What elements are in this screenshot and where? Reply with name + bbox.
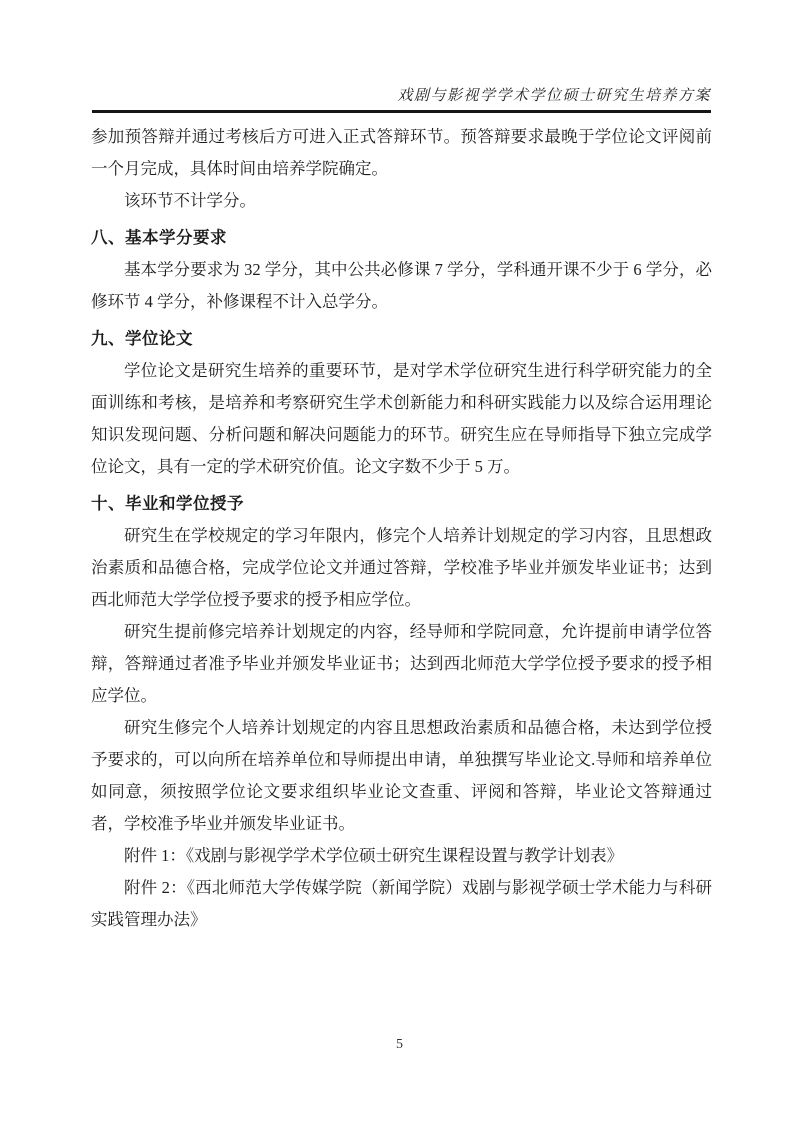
document-body bbox=[91, 121, 712, 936]
paragraph: 研究生修完个人培养计划规定的内容且思想政治素质和品德合格，未达到学位授予要求的，可以向所在培养单位和导师提出申请，单独撰写毕业论文.导师和培养单位如同意，须按照学位论文要求组织毕业论文查重、评阅和答辩，毕业论文答辩通过者，学校准予毕业并颁发毕业证书。 bbox=[91, 718, 712, 833]
page-header bbox=[92, 84, 711, 113]
attachment-reference-2: 附件 2：《西北师范大学传媒学院（新闻学院）戏剧与影视学硕士学术能力与科研实践管理办法》 bbox=[91, 878, 712, 929]
paragraph: 该环节不计学分。 bbox=[124, 191, 256, 210]
paragraph: 基本学分要求为 32 学分，其中公共必修课 7 学分，学科通开课不少于 6 学分，必修环节 4 学分，补修课程不计入总学分。 bbox=[91, 260, 712, 311]
paragraph: 研究生在学校规定的学习年限内，修完个人培养计划规定的学习内容，且思想政治素质和品德合格，完成学位论文并通过答辩，学校准予毕业并颁发毕业证书；达到西北师范大学学位授予要求的授予相应学位。 bbox=[91, 526, 712, 609]
section-heading-10: 十、毕业和学位授予 bbox=[91, 494, 244, 513]
section-heading-9: 九、学位论文 bbox=[91, 329, 193, 348]
running-header-title: 戏剧与影视学学术学位硕士研究生培养方案 bbox=[397, 86, 711, 104]
attachment-reference-1: 附件 1：《戏剧与影视学学术学位硕士研究生课程设置与教学计划表》 bbox=[124, 846, 624, 865]
paragraph: 学位论文是研究生培养的重要环节，是对学术学位研究生进行科学研究能力的全面训练和考核，是培养和考察研究生学术创新能力和科研实践能力以及综合运用理论知识发现问题、分析问题和解决问题能力的环节。研究生应在导师指导下独立完成学位论文，具有一定的学术研究价值。论文字数不少于 5 万。 bbox=[91, 361, 712, 476]
section-heading-8: 八、基本学分要求 bbox=[91, 228, 227, 247]
page-footer bbox=[0, 1037, 799, 1053]
page-number: 5 bbox=[396, 1037, 403, 1052]
header-rule bbox=[92, 110, 711, 113]
paragraph: 研究生提前修完培养计划规定的内容，经导师和学院同意，允许提前申请学位答辩，答辩通过者准予毕业并颁发毕业证书；达到西北师范大学学位授予要求的授予相应学位。 bbox=[91, 622, 712, 705]
paragraph-continuation: 参加预答辩并通过考核后方可进入正式答辩环节。预答辩要求最晚于学位论文评阅前一个月完成，具体时间由培养学院确定。 bbox=[91, 127, 712, 178]
